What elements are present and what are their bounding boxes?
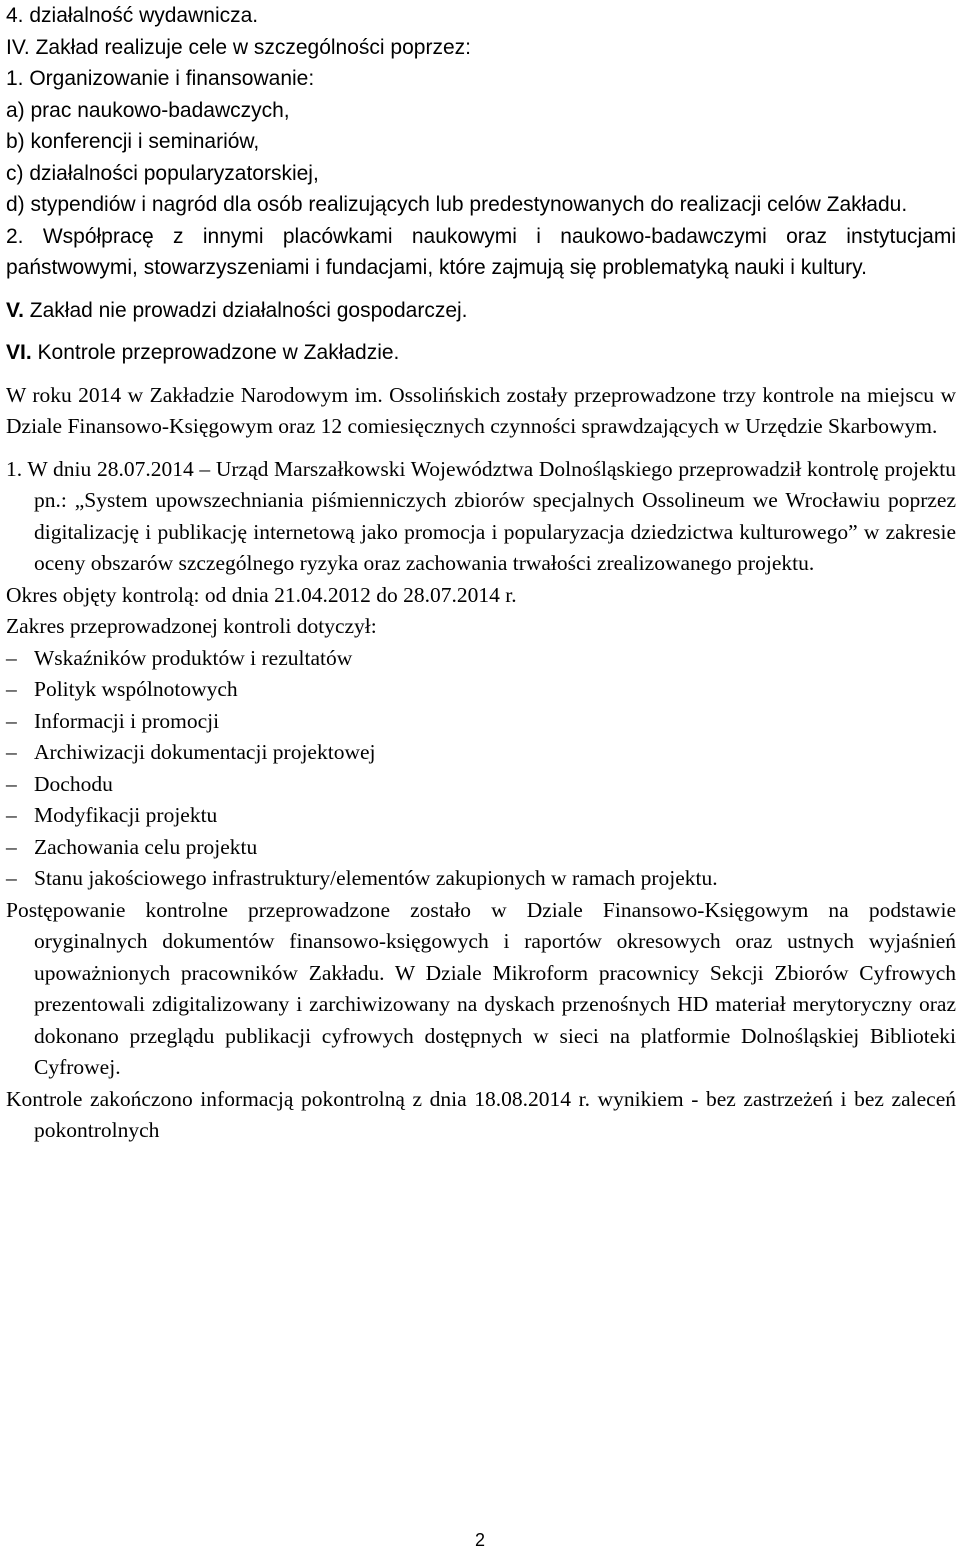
point-2: 2. Współpracę z innymi placówkami naukowymi i naukowo-badawczymi oraz instytucjami państwowymi, stowarzyszeniami i fundacjami, które zajmują się problematyką nauki i kultury. — [6, 224, 956, 279]
scope-item: – Informacji i promocji — [6, 706, 956, 738]
item-publishing: 4. działalność wydawnicza. — [6, 4, 259, 27]
section-vi-number: VI. — [6, 341, 32, 364]
control-conclusion: Kontrole zakończono informacją pokontrolną z dnia 18.08.2014 r. wynikiem - bez zastrzeżeń i bez zaleceń pokontrolnych — [6, 1086, 956, 1142]
scope-item: – Polityk wspólnotowych — [6, 674, 956, 706]
point-1d: d) stypendiów i nagród dla osób realizujących lub predestynowanych do realizacji celów Zakładu. — [6, 193, 908, 216]
control-scope-label: Zakres przeprowadzonej kontroli dotyczył: — [6, 614, 377, 638]
scope-item: – Stanu jakościowego infrastruktury/elementów zakupionych w ramach projektu. — [6, 863, 956, 895]
document-page — [6, 0, 956, 1147]
scope-item: – Archiwizacji dokumentacji projektowej — [6, 737, 956, 769]
control-1-description: 1. W dniu 28.07.2014 – Urząd Marszałkowski Województwa Dolnośląskiego przeprowadził kontrolę projektu pn.: „System upowszechniania piśmienniczych zbiorów specjalnych Ossolineum we Wrocławiu poprzez digitalizację i publikację internetową jako promocja i popularyzacja dziedzictwa kulturowego” w zakresie oceny obszarów szczególnego ryzyka oraz zachowania trwałości zrealizowanego projektu. — [6, 456, 956, 575]
control-period: Okres objęty kontrolą: od dnia 21.04.2012 do 28.07.2014 r. — [6, 582, 517, 607]
scope-item: – Zachowania celu projektu — [6, 832, 956, 864]
dash-icon: – — [6, 834, 17, 859]
scope-item: – Dochodu — [6, 769, 956, 801]
dash-icon: – — [6, 771, 17, 796]
point-1a: a) prac naukowo-badawczych, — [6, 98, 290, 122]
controls-intro: W roku 2014 w Zakładzie Narodowym im. Ossolińskich zostały przeprowadzone trzy kontrole na miejscu w Dziale Finansowo-Księgowym oraz 12 comiesięcznych czynności sprawdzających w Urzędzie Skarbowym. — [6, 382, 956, 438]
point-1b: b) konferencji i seminariów, — [6, 130, 260, 153]
point-1c: c) działalności popularyzatorskiej, — [6, 161, 319, 185]
section-iv-heading: IV. Zakład realizuje cele w szczególności poprzez: — [6, 35, 471, 59]
section-v-text: Zakład nie prowadzi działalności gospodarczej. — [29, 298, 468, 322]
dash-icon: – — [6, 803, 17, 827]
dash-icon: – — [6, 645, 17, 670]
scope-item: – Modyfikacji projektu — [6, 800, 956, 832]
dash-icon: – — [6, 677, 17, 701]
control-procedure: Postępowanie kontrolne przeprowadzone zostało w Dziale Finansowo-Księgowym na podstawie oryginalnych dokumentów finansowo-księgowych i raportów okresowych oraz ustnych wyjaśnień upoważnionych pracowników Zakładu. W Dziale Mikroform pracownicy Sekcji Zbiorów Cyfrowych prezentowali zdigitalizowany i zarchiwizowany na dyskach przenośnych HD materiał merytoryczny oraz dokonano przeglądu publikacji cyfrowych dostępnych w sieci na platformie Dolnośląskiej Biblioteki Cyfrowej. — [6, 897, 956, 1079]
point-1-heading: 1. Organizowanie i finansowanie: — [6, 67, 315, 90]
scope-item: – Wskaźników produktów i rezultatów — [6, 643, 956, 675]
dash-icon: – — [6, 866, 17, 890]
dash-icon: – — [6, 708, 17, 733]
section-v — [6, 295, 956, 327]
dash-icon: – — [6, 740, 17, 764]
section-vi-text: Kontrole przeprowadzone w Zakładzie. — [37, 341, 400, 364]
control-scope-list — [6, 643, 956, 895]
section-v-number: V. — [6, 298, 24, 322]
page-number: 2 — [474, 1530, 485, 1550]
section-vi — [6, 337, 956, 369]
